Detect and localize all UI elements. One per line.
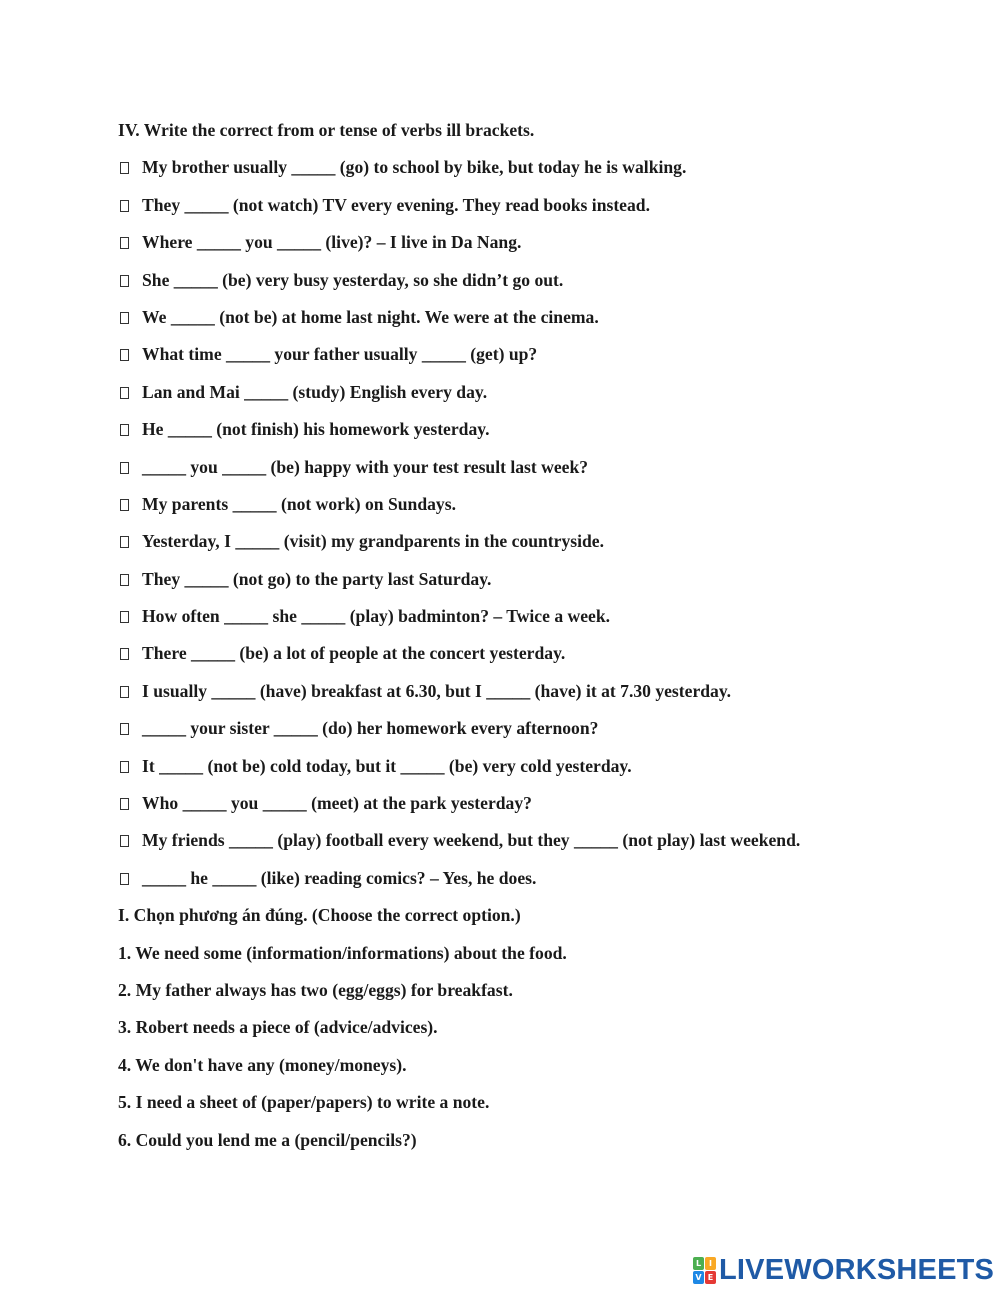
list-item: 2. My father always has two (egg/eggs) for breakfast. bbox=[118, 979, 513, 1000]
bullet-box-icon bbox=[120, 761, 129, 773]
item-text: Lan and Mai _____ (study) English every day. bbox=[142, 381, 488, 402]
list-item bbox=[118, 417, 978, 454]
list-item bbox=[118, 268, 978, 305]
item-text: How often _____ she _____ (play) badminton? – Twice a week. bbox=[142, 606, 611, 627]
list-item bbox=[118, 529, 978, 566]
list-item bbox=[118, 193, 978, 230]
liveworksheets-logo bbox=[693, 1255, 994, 1285]
item-text: He _____ (not finish) his homework yesterday. bbox=[142, 419, 490, 440]
bullet-box-icon bbox=[120, 648, 129, 660]
bullet-box-icon bbox=[120, 611, 129, 623]
section-1-title: I. Chọn phương án đúng. (Choose the correct option.) bbox=[118, 905, 521, 926]
item-text: Yesterday, I _____ (visit) my grandparents in the countryside. bbox=[142, 531, 604, 552]
item-text: Where _____ you _____ (live)? – I live in Da Nang. bbox=[142, 232, 522, 253]
item-text: She _____ (be) very busy yesterday, so she didn’t go out. bbox=[142, 269, 564, 290]
item-text: What time _____ your father usually _____ (get) up? bbox=[142, 344, 538, 365]
list-item bbox=[118, 828, 978, 865]
list-item: 4. We don't have any (money/moneys). bbox=[118, 1054, 407, 1075]
bullet-box-icon bbox=[120, 312, 129, 324]
bullet-box-icon bbox=[120, 424, 129, 436]
logo-mark-letter: L bbox=[693, 1257, 704, 1270]
list-item bbox=[118, 604, 978, 641]
item-text: _____ you _____ (be) happy with your test result last week? bbox=[142, 456, 589, 477]
bullet-box-icon bbox=[120, 462, 129, 474]
list-item bbox=[118, 230, 978, 267]
logo-mark-letter: E bbox=[705, 1271, 716, 1284]
item-text: My brother usually _____ (go) to school by bike, but today he is walking. bbox=[142, 157, 687, 178]
bullet-box-icon bbox=[120, 835, 129, 847]
item-text: My friends _____ (play) football every weekend, but they _____ (not play) last weekend. bbox=[142, 830, 801, 851]
list-item: 3. Robert needs a piece of (advice/advices). bbox=[118, 1017, 438, 1038]
section-4-title: IV. Write the correct from or tense of verbs ill brackets. bbox=[118, 120, 535, 140]
bullet-box-icon bbox=[120, 237, 129, 249]
bullet-box-icon bbox=[120, 798, 129, 810]
bullet-box-icon bbox=[120, 162, 129, 174]
logo-mark-letter: V bbox=[693, 1271, 704, 1284]
item-text: It _____ (not be) cold today, but it _____ (be) very cold yesterday. bbox=[142, 755, 632, 776]
logo-mark-letter: I bbox=[705, 1257, 716, 1270]
item-text: _____ he _____ (like) reading comics? – Yes, he does. bbox=[142, 867, 537, 888]
bullet-box-icon bbox=[120, 275, 129, 287]
list-item bbox=[118, 155, 978, 192]
item-text: They _____ (not go) to the party last Saturday. bbox=[142, 568, 492, 589]
list-item bbox=[118, 380, 978, 417]
list-item bbox=[118, 716, 978, 753]
bullet-box-icon bbox=[120, 723, 129, 735]
list-item bbox=[118, 342, 978, 379]
list-item bbox=[118, 679, 978, 716]
list-item: 1. We need some (information/informations) about the food. bbox=[118, 942, 567, 963]
list-item bbox=[118, 754, 978, 791]
list-item: 5. I need a sheet of (paper/papers) to write a note. bbox=[118, 1092, 490, 1113]
list-item bbox=[118, 641, 978, 678]
bullet-box-icon bbox=[120, 686, 129, 698]
list-item: 6. Could you lend me a (pencil/pencils?) bbox=[118, 1129, 417, 1150]
list-item bbox=[118, 455, 978, 492]
logo-text: LIVEWORKSHEETS bbox=[719, 1253, 995, 1286]
list-item bbox=[118, 492, 978, 529]
item-text: We _____ (not be) at home last night. We were at the cinema. bbox=[142, 306, 599, 327]
bullet-box-icon bbox=[120, 349, 129, 361]
bullet-box-icon bbox=[120, 574, 129, 586]
list-item bbox=[118, 791, 978, 828]
bullet-box-icon bbox=[120, 536, 129, 548]
bullet-box-icon bbox=[120, 873, 129, 885]
bullet-box-icon bbox=[120, 499, 129, 511]
bullet-box-icon bbox=[120, 200, 129, 212]
worksheet bbox=[118, 118, 978, 1165]
item-text: _____ your sister _____ (do) her homework every afternoon? bbox=[142, 718, 599, 739]
item-text: They _____ (not watch) TV every evening. They read books instead. bbox=[142, 194, 650, 215]
item-text: There _____ (be) a lot of people at the concert yesterday. bbox=[142, 643, 566, 664]
item-text: Who _____ you _____ (meet) at the park yesterday? bbox=[142, 793, 532, 814]
item-text: I usually _____ (have) breakfast at 6.30, but I _____ (have) it at 7.30 yesterday. bbox=[142, 680, 732, 701]
item-text: My parents _____ (not work) on Sundays. bbox=[142, 493, 456, 514]
bullet-box-icon bbox=[120, 387, 129, 399]
list-item bbox=[118, 567, 978, 604]
logo-mark-icon bbox=[693, 1257, 716, 1284]
list-item bbox=[118, 866, 978, 903]
list-item bbox=[118, 305, 978, 342]
